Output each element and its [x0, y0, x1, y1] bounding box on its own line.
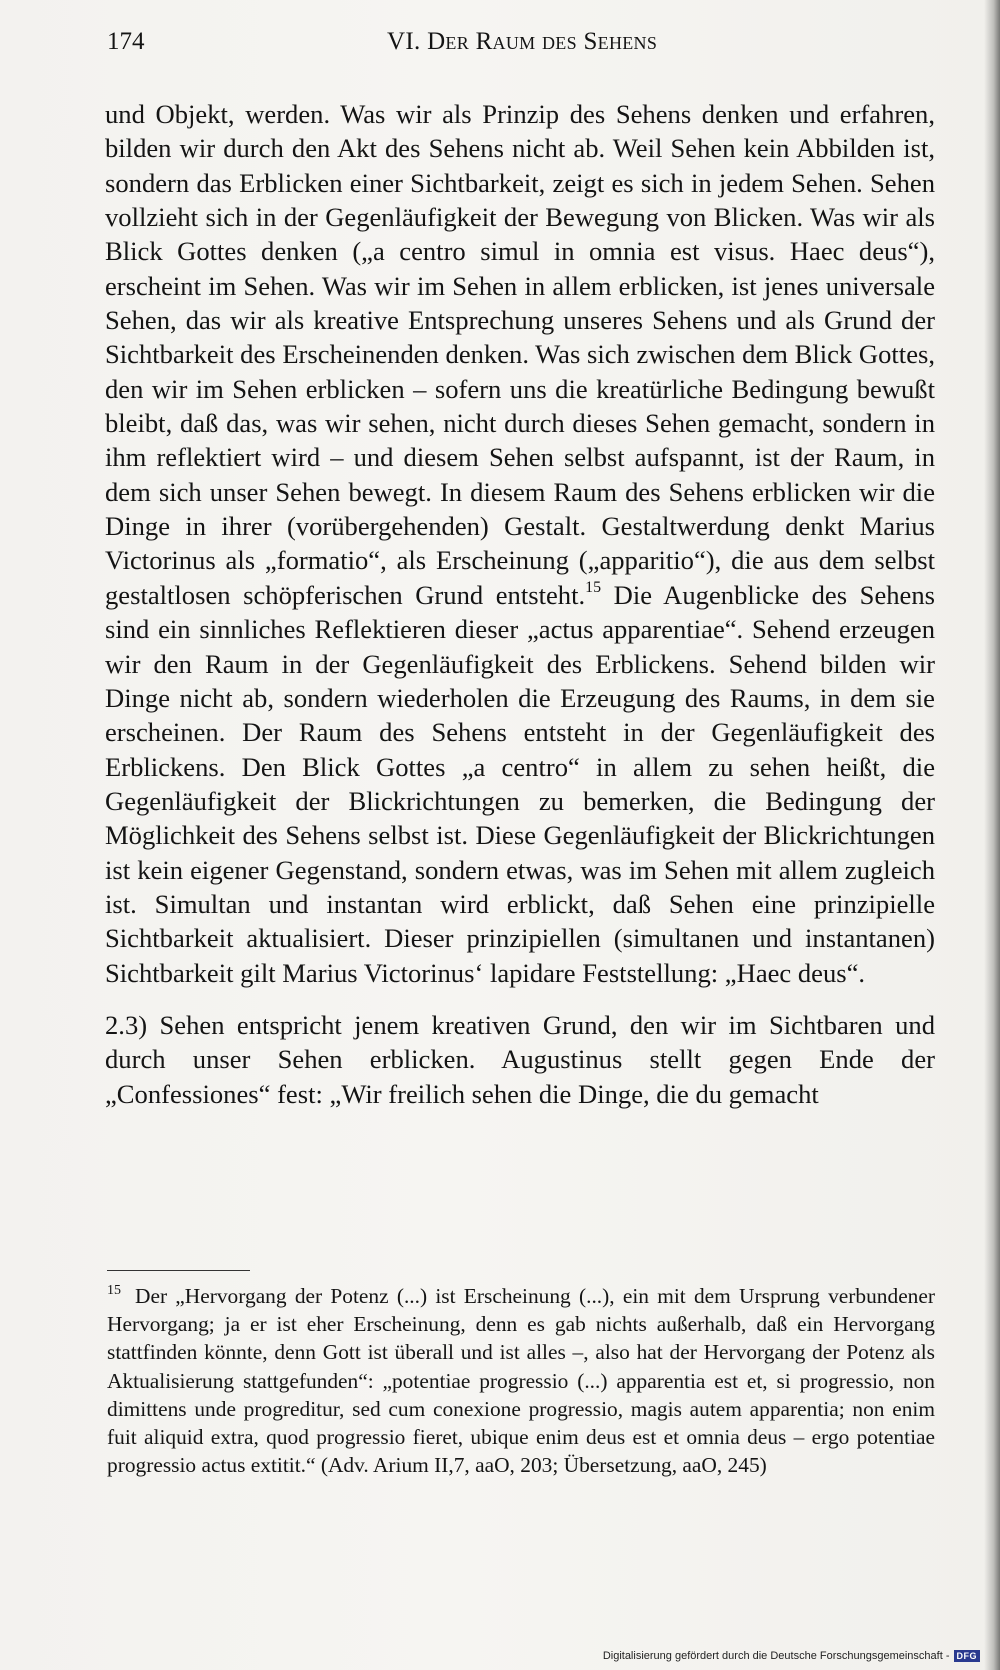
- paragraph: [105, 97, 935, 990]
- page-header: [107, 28, 937, 62]
- running-head: VI. Der Raum des Sehens: [387, 28, 658, 55]
- paragraph: [105, 1008, 935, 1111]
- paragraph-text: und Objekt, werden. Was wir als Prinzip des Sehens denken und erfahren, bilden wir durch den Akt des Sehens nicht ab. Weil Sehen kein Abbilden ist, sondern das Erblicken einer Sichtbarkeit, zeigt es sich in jedem Sehen. Sehen vollzieht sich in der Gegenläufigkeit der Bewegung von Blicken. Was wir als Blick Gottes denken („a centro simul in omnia est visus. Haec deus“), erscheint im Sehen. Was wir im Sehen in allem erblicken, ist jenes universale Sehen, das wir als kreative Entsprechung unseres Sehens und als Grund der Sichtbarkeit des Erscheinenden denken. Was sich zwischen dem Blick Gottes, den wir im Sehen erblicken – sofern uns die kreatürliche Bedingung bewußt bleibt, daß das, was wir sehen, nicht durch dieses Sehen gemacht, sondern in ihm reflektiert wird – und diesem Sehen selbst aufspannt, ist der Raum, in dem sich unser Sehen bewegt. In diesem Raum des Sehens erblicken wir die Dinge in ihrer (vorübergehenden) Gestalt. Gestaltwerdung denkt Marius Victorinus als „formatio“, als Erscheinung („apparitio“), die aus dem selbst gestaltlosen schöpferischen Grund entsteht.: [105, 99, 935, 610]
- dfg-logo-icon: DFG: [954, 1650, 981, 1662]
- footnote-divider: [107, 1270, 250, 1271]
- digitization-credit-text: Digitalisierung gefördert durch die Deutsche Forschungsgemeinschaft -: [602, 1650, 950, 1662]
- page-number: 174: [107, 28, 145, 55]
- footnote: [107, 1282, 935, 1479]
- digitization-credit: [603, 1650, 980, 1662]
- main-text: [105, 97, 935, 1111]
- page-edge-shadow: [984, 0, 1000, 1670]
- footnote-text: Der „Hervorgang der Potenz (...) ist Erscheinung (...), ein mit dem Ursprung verbundener Hervorgang; ja er ist eher Erscheinung, denn es gab nichts außerhalb, daß ein Hervorgang stattfinden könnte, denn Gott ist überall und ist alles –, also hat der Hervorgang der Potenz als Aktualisierung stattgefunden“: „potentiae progressio (...) apparentia est et, si progressio, non dimittens unde progreditur, sed cum conexione progressio, magis autem apparentia; non enim fuit aliquid extra, quod progressio fieret, ubique enim deus est et omnia deus – ergo potentiae progressio actus extitit.“ (Adv. Arium II,7, aaO, 203; Übersetzung, aaO, 245): [107, 1284, 935, 1478]
- paragraph-text-continued: Die Augenblicke des Sehens sind ein sinnliches Reflektieren dieser „actus apparentiae“. Sehend erzeugen wir den Raum in der Gegenläufigkeit des Erblickens. Sehend bilden wir Dinge nicht ab, sondern wiederholen die Erzeugung des Raums, in dem sie erscheinen. Der Raum des Sehens entsteht in der Gegenläufigkeit des Erblickens. Den Blick Gottes „a centro“ in allem zu sehen heißt, die Gegenläufigkeit der Blickrichtungen zu bemerken, die Bedingung der Möglichkeit des Sehens selbst ist. Diese Gegenläufigkeit der Blickrichtungen ist kein eigener Gegenstand, sondern etwas, was im Sehen mit allem zugleich ist. Simultan und instantan wird erblickt, daß Sehen eine prinzipielle Sichtbarkeit aktualisiert. Dieser prinzipiellen (simultanen und instantanen) Sichtbarkeit gilt Marius Victorinus‘ lapidare Feststellung: „Haec deus“.: [105, 579, 935, 988]
- paragraph-text: 2.3) Sehen entspricht jenem kreativen Grund, den wir im Sichtbaren und durch unser Sehen erblicken. Augustinus stellt gegen Ende der „Confessiones“ fest: „Wir freilich sehen die Dinge, die du gemacht: [105, 1009, 935, 1109]
- footnote-number: 15: [107, 1283, 121, 1298]
- footnote-reference[interactable]: 15: [585, 578, 602, 596]
